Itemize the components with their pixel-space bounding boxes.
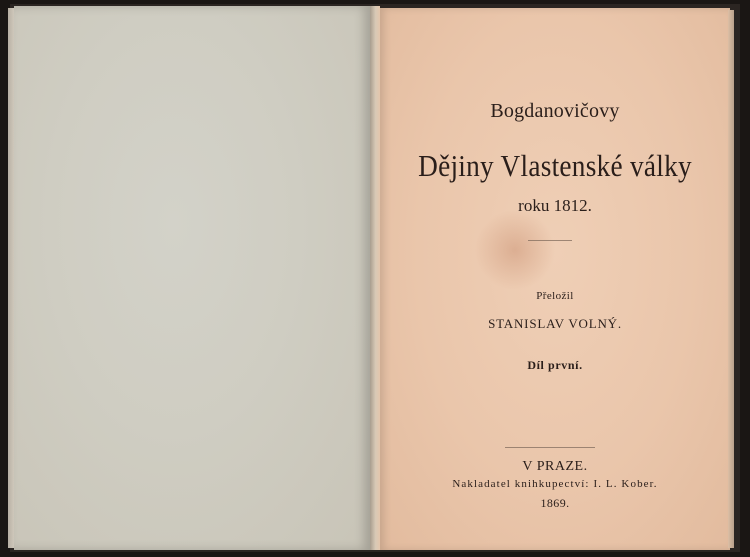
publication-date: 1869.: [540, 496, 570, 510]
publisher-line: Nakladatel knihkupectví: I. L. Kober.: [452, 478, 658, 490]
publication-place: V PRAZE.: [522, 459, 588, 474]
volume-label: Díl první.: [527, 358, 583, 372]
right-page-edge: [728, 10, 734, 548]
book-title: Dějiny Vlastenské války: [418, 148, 692, 183]
divider-rule-top: [528, 240, 572, 241]
left-page-blank: [14, 6, 370, 550]
title-page: [380, 8, 730, 550]
book-spine: [370, 6, 380, 550]
translated-by-label: Přeložil: [536, 290, 574, 302]
author-line: Bogdanovičovy: [490, 100, 620, 122]
translator-name: STANISLAV VOLNÝ.: [488, 316, 622, 331]
divider-rule-bottom: [505, 447, 595, 448]
year-line: roku 1812.: [518, 196, 592, 215]
